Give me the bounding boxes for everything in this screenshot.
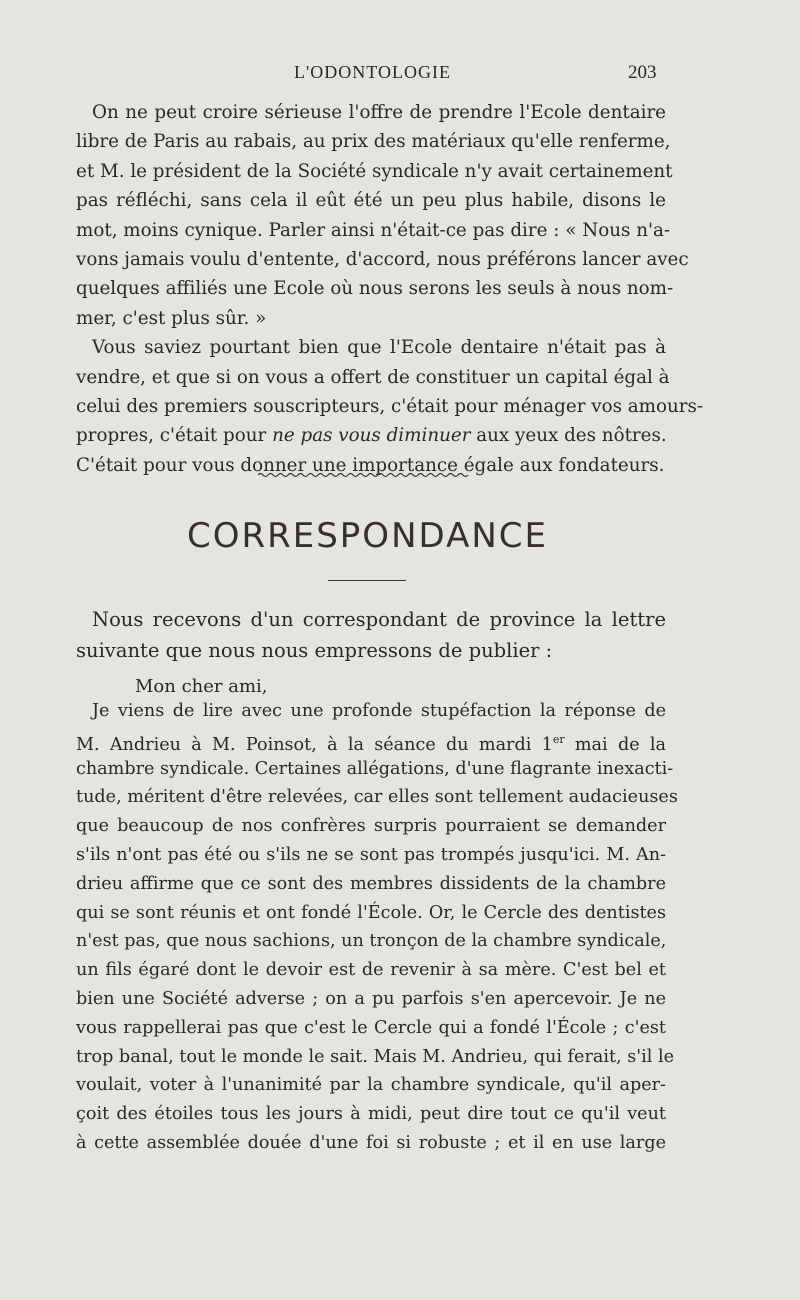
running-title: L'ODONTOLOGIE bbox=[294, 62, 451, 82]
text-line bbox=[76, 421, 666, 450]
section-heading: CORRESPONDANCE bbox=[186, 516, 548, 556]
letter-body bbox=[76, 697, 678, 1158]
text-line: s'ils n'ont pas été ou s'ils ne se sont pas trompés jusqu'ici. M. An- bbox=[76, 844, 666, 865]
text-line: vendre, et que si on vous a offert de constituer un capital égal à bbox=[76, 366, 670, 388]
text-segment: M. Andrieu à M. Poinsot, à la séance du mardi 1 bbox=[76, 734, 553, 755]
text-line: bien une Société adverse ; on a pu parfois s'en apercevoir. Je ne bbox=[76, 988, 666, 1009]
text-segment: mai de la bbox=[564, 734, 667, 755]
ordinal-superscript: er bbox=[552, 732, 565, 746]
text-line: mot, moins cynique. Parler ainsi n'était-ce pas dire : « Nous n'a- bbox=[76, 219, 671, 241]
page-number: 203 bbox=[628, 62, 657, 83]
text-line: On ne peut croire sérieuse l'offre de prendre l'Ecole dentaire bbox=[92, 102, 666, 123]
text-line: tude, méritent d'être relevées, car elles sont tellement audacieuses bbox=[76, 787, 678, 808]
text-line: quelques affiliés une Ecole où nous serons les seuls à nous nom- bbox=[76, 278, 674, 300]
text-segment: propres, c'était pour bbox=[76, 425, 267, 447]
text-line: à cette assemblée douée d'une foi si robuste ; et il en use large bbox=[76, 1132, 666, 1153]
text-line: celui des premiers souscripteurs, c'était pour ménager vos amours- bbox=[76, 395, 704, 417]
text-line: Je viens de lire avec une profonde stupéfaction la réponse de bbox=[92, 701, 666, 721]
text-line: pas réfléchi, sans cela il eût été un peu plus habile, disons le bbox=[76, 190, 666, 212]
text-line: çoit des étoiles tous les jours à midi, peut dire tout ce qu'il veut bbox=[76, 1104, 666, 1125]
text-line: vous rappellerai pas que c'est le Cercle qui a fondé l'École ; c'est bbox=[76, 1017, 666, 1038]
letter-salutation: Mon cher ami, bbox=[135, 676, 268, 697]
text-line: chambre syndicale. Certaines allégations, d'une flagrante inexacti- bbox=[76, 758, 674, 779]
text-line: voulait, voter à l'unanimité par la chambre syndicale, qu'il aper- bbox=[76, 1075, 666, 1096]
text-line: un fils égaré dont le devoir est de revenir à sa mère. C'est bel et bbox=[76, 960, 666, 981]
text-line: libre de Paris au rabais, au prix des matériaux qu'elle renferme, bbox=[76, 131, 671, 153]
text-line: et M. le président de la Société syndicale n'y avait certainement bbox=[76, 160, 673, 182]
text-line: Nous recevons d'un correspondant de province la lettre bbox=[92, 608, 666, 631]
page-header bbox=[0, 60, 800, 88]
text-line: vons jamais voulu d'entente, d'accord, nous préférons lancer avec bbox=[76, 248, 689, 270]
text-segment: aux yeux des nôtres. bbox=[476, 425, 667, 447]
text-line: qui se sont réunis et ont fondé l'École. Or, le Cercle des dentistes bbox=[76, 902, 666, 923]
text-line bbox=[76, 726, 666, 755]
article-continuation bbox=[76, 98, 704, 480]
text-line: suivante que nous nous empressons de publier : bbox=[76, 639, 553, 662]
text-line: drieu affirme que ce sont des membres dissidents de la chambre bbox=[76, 873, 666, 894]
text-line: n'est pas, que nous sachions, un tronçon de la chambre syndicale, bbox=[76, 931, 667, 952]
intro-paragraph bbox=[76, 604, 666, 666]
text-line: trop banal, tout le monde le sait. Mais M. Andrieu, qui ferait, s'il le bbox=[76, 1046, 674, 1067]
heading-rule bbox=[328, 580, 406, 581]
text-line: que beaucoup de nos confrères surpris pourraient se demander bbox=[76, 816, 666, 837]
text-line: mer, c'est plus sûr. » bbox=[76, 307, 267, 329]
emphasized-text: ne pas vous diminuer bbox=[272, 425, 471, 447]
text-line: C'était pour vous donner une importance égale aux fondateurs. bbox=[76, 454, 665, 476]
wavy-divider bbox=[258, 470, 470, 480]
text-line: Vous saviez pourtant bien que l'Ecole dentaire n'était pas à bbox=[92, 337, 666, 359]
